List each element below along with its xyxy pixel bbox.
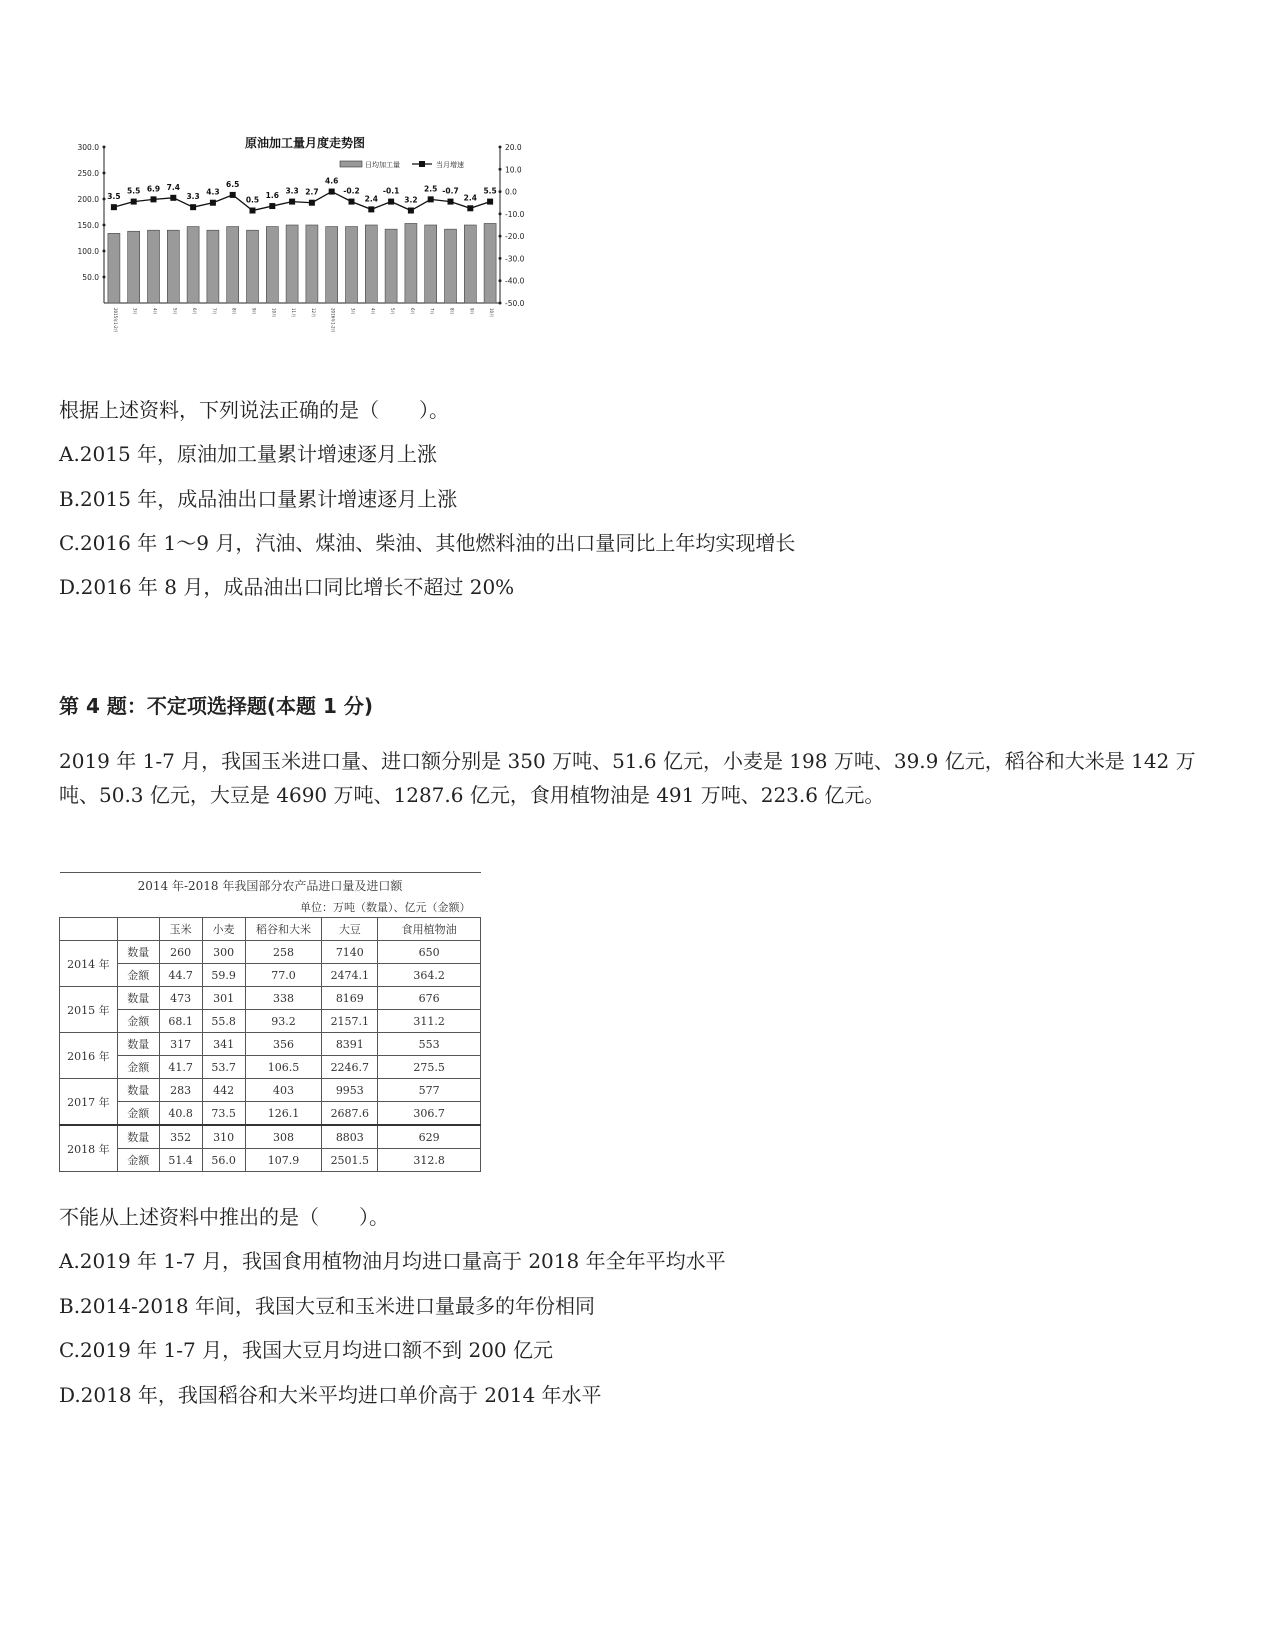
growth-point — [309, 200, 315, 206]
growth-point — [448, 199, 454, 205]
table-cell: 283 — [159, 1079, 202, 1102]
right-tick-mark — [499, 212, 502, 215]
growth-point — [368, 206, 374, 212]
table-header-blank — [117, 918, 159, 941]
x-tick-label: 5月 — [172, 308, 178, 315]
question4-option-c[interactable]: C.2019 年 1-7 月，我国大豆月均进口额不到 200 亿元 — [59, 1338, 554, 1362]
table-row — [60, 1056, 481, 1079]
table-row — [60, 941, 481, 964]
data-label: 6.9 — [146, 184, 161, 194]
bar — [227, 227, 239, 303]
data-label: 0.5 — [245, 195, 260, 205]
data-label: 3.2 — [404, 195, 418, 205]
table-cell: 51.4 — [159, 1149, 202, 1172]
table-row-label: 数量 — [117, 1033, 159, 1056]
question4-paragraph: 2019 年 1-7 月，我国玉米进口量、进口额分别是 350 万吨、51.6 亿元，小麦是 198 万吨、39.9 亿元，稻谷和大米是 142 万吨、50.3 亿元，大豆是 4690 万吨、1287.6 亿元，食用植物油是 491 万吨、223.6 亿元。 — [59, 749, 1196, 807]
data-label: 2.5 — [424, 184, 438, 194]
left-tick-label: 50.0 — [82, 273, 99, 282]
bar — [365, 225, 377, 303]
x-tick-label: 12月 — [310, 308, 316, 318]
right-tick-label: 20.0 — [505, 143, 522, 152]
table-year-cell: 2015 年 — [60, 987, 118, 1033]
table-cell: 73.5 — [202, 1102, 245, 1126]
legend-line-marker — [419, 161, 425, 167]
table-cell: 2687.6 — [322, 1102, 378, 1126]
table-cell: 9953 — [322, 1079, 378, 1102]
table-cell: 93.2 — [245, 1010, 322, 1033]
right-tick-mark — [499, 190, 502, 193]
growth-point — [467, 205, 473, 211]
data-label: 2.4 — [463, 193, 477, 203]
x-tick-label: 2015年1-2月 — [112, 308, 118, 333]
table-cell: 301 — [202, 987, 245, 1010]
table-row-label: 金额 — [117, 1056, 159, 1079]
question4-heading: 第 4 题：不定项选择题(本题 1 分) — [59, 694, 373, 718]
table-row — [60, 987, 481, 1010]
right-tick-label: -10.0 — [505, 209, 525, 219]
bar — [445, 229, 457, 303]
table-cell: 553 — [378, 1033, 481, 1056]
growth-point — [250, 208, 256, 214]
left-tick-label: 250.0 — [77, 169, 99, 178]
x-tick-label: 2016年1-2月 — [330, 308, 336, 333]
table-row-label: 金额 — [117, 1149, 159, 1172]
right-tick-label: -20.0 — [505, 232, 525, 242]
growth-point — [289, 199, 295, 205]
growth-point — [487, 199, 493, 205]
left-tick-mark — [103, 250, 106, 253]
growth-point — [269, 203, 275, 209]
bar — [167, 230, 179, 303]
crude-oil-chart — [70, 130, 560, 345]
table-row — [60, 964, 481, 987]
x-tick-label: 11月 — [291, 308, 297, 318]
question4-stem: 不能从上述资料中推出的是（ ）。 — [59, 1205, 389, 1229]
question3-option-d[interactable]: D.2016 年 8 月，成品油出口同比增长不超过 20% — [59, 575, 515, 599]
left-tick-label: 150.0 — [77, 221, 99, 230]
right-tick-label: 0.0 — [505, 187, 517, 197]
table-cell: 56.0 — [202, 1149, 245, 1172]
question4-option-d[interactable]: D.2018 年，我国稻谷和大米平均进口单价高于 2014 年水平 — [59, 1383, 602, 1407]
table-row-label: 金额 — [117, 1010, 159, 1033]
table-cell: 260 — [159, 941, 202, 964]
table-row — [60, 1010, 481, 1033]
question4-option-b[interactable]: B.2014-2018 年间，我国大豆和玉米进口量最多的年份相同 — [59, 1294, 595, 1318]
left-tick-mark — [103, 172, 106, 175]
table-cell: 68.1 — [159, 1010, 202, 1033]
x-tick-label: 3月 — [350, 308, 356, 315]
bar — [247, 230, 259, 303]
x-tick-label: 7月 — [211, 308, 217, 315]
question3-option-b[interactable]: B.2015 年，成品油出口量累计增速逐月上涨 — [59, 487, 458, 511]
right-tick-mark — [499, 235, 502, 238]
table-cell: 310 — [202, 1125, 245, 1149]
x-tick-label: 7月 — [429, 308, 435, 315]
table-cell: 317 — [159, 1033, 202, 1056]
bar — [405, 223, 417, 303]
chart-legend — [340, 160, 464, 169]
growth-point — [349, 199, 355, 205]
table-cell: 59.9 — [202, 964, 245, 987]
table-cell: 126.1 — [245, 1102, 322, 1126]
table-row — [60, 1033, 481, 1056]
table-cell: 53.7 — [202, 1056, 245, 1079]
growth-point — [230, 192, 236, 198]
x-tick-label: 10月 — [271, 308, 277, 318]
bar — [207, 230, 219, 303]
table-header-cell: 食用植物油 — [378, 918, 481, 941]
question3-stem: 根据上述资料，下列说法正确的是（ ）。 — [59, 398, 449, 422]
x-tick-label: 9月 — [251, 308, 257, 315]
right-tick-label: -40.0 — [505, 276, 525, 286]
growth-point — [131, 199, 137, 205]
x-tick-label: 8月 — [231, 308, 237, 315]
x-tick-label: 4月 — [370, 308, 376, 315]
table-cell: 8169 — [322, 987, 378, 1010]
table-row-label: 金额 — [117, 1102, 159, 1126]
table-row-label: 数量 — [117, 1125, 159, 1149]
bar — [266, 227, 278, 303]
x-tick-label: 10月 — [489, 308, 495, 318]
growth-point — [329, 189, 335, 195]
table-unit: 单位：万吨（数量）、亿元（金额） — [300, 901, 471, 914]
table-cell: 2246.7 — [322, 1056, 378, 1079]
table-cell: 629 — [378, 1125, 481, 1149]
growth-point — [170, 195, 176, 201]
table-year-cell: 2016 年 — [60, 1033, 118, 1079]
data-label: -0.1 — [382, 186, 400, 196]
table-cell: 275.5 — [378, 1056, 481, 1079]
x-tick-label: 6月 — [409, 308, 415, 315]
table-header-blank — [60, 918, 118, 941]
table-cell: 55.8 — [202, 1010, 245, 1033]
bar — [385, 229, 397, 303]
legend-bar-swatch — [340, 161, 362, 167]
bar — [306, 225, 318, 303]
growth-point — [151, 196, 157, 202]
table-row — [60, 1125, 481, 1149]
right-tick-mark — [499, 279, 502, 282]
table-header-cell: 小麦 — [202, 918, 245, 941]
table-year-cell: 2017 年 — [60, 1079, 118, 1126]
chart-plot — [78, 143, 525, 333]
table-cell: 352 — [159, 1125, 202, 1149]
data-label: 2.4 — [364, 194, 378, 204]
table-header-cell: 玉米 — [159, 918, 202, 941]
table-cell: 258 — [245, 941, 322, 964]
data-label: 4.3 — [206, 187, 220, 197]
table-row — [60, 1079, 481, 1102]
data-label: 5.5 — [127, 186, 141, 196]
bar — [187, 227, 199, 303]
right-tick-label: -30.0 — [505, 254, 525, 264]
bar — [108, 233, 120, 303]
table-cell: 308 — [245, 1125, 322, 1149]
x-tick-label: 8月 — [449, 308, 455, 315]
growth-point — [408, 208, 414, 214]
table-cell: 311.2 — [378, 1010, 481, 1033]
growth-point — [428, 196, 434, 202]
table-row-label: 数量 — [117, 987, 159, 1010]
table-cell: 403 — [245, 1079, 322, 1102]
legend-line-label: 当月增速 — [436, 161, 464, 169]
table-header-row — [60, 918, 481, 941]
bar — [148, 230, 160, 303]
table-cell: 341 — [202, 1033, 245, 1056]
table-cell: 300 — [202, 941, 245, 964]
bar — [286, 225, 298, 303]
bar — [464, 225, 476, 303]
right-tick-mark — [499, 302, 502, 305]
table-cell: 106.5 — [245, 1056, 322, 1079]
bar — [326, 227, 338, 303]
right-tick-mark — [499, 257, 502, 260]
x-tick-label: 6月 — [192, 308, 198, 315]
table-cell: 8803 — [322, 1125, 378, 1149]
question4-option-a[interactable]: A.2019 年 1-7 月，我国食用植物油月均进口量高于 2018 年全年平均水平 — [59, 1249, 726, 1273]
table-cell: 40.8 — [159, 1102, 202, 1126]
data-label: 6.5 — [226, 179, 240, 189]
data-label: 2.7 — [305, 187, 319, 197]
table-cell: 577 — [378, 1079, 481, 1102]
left-tick-label: 200.0 — [77, 195, 99, 204]
table-title: 2014 年-2018 年我国部分农产品进口量及进口额 — [60, 873, 481, 898]
table-cell: 77.0 — [245, 964, 322, 987]
table-cell: 676 — [378, 987, 481, 1010]
table-cell: 338 — [245, 987, 322, 1010]
growth-point — [190, 204, 196, 210]
data-label: -0.2 — [343, 186, 360, 196]
left-tick-mark — [103, 224, 106, 227]
table-cell: 473 — [159, 987, 202, 1010]
data-label: 3.5 — [107, 192, 121, 202]
right-tick-label: -50.0 — [505, 299, 525, 308]
table-cell: 356 — [245, 1033, 322, 1056]
left-tick-label: 300.0 — [77, 143, 99, 152]
table-year-cell: 2018 年 — [60, 1125, 118, 1172]
data-label: 3.3 — [285, 186, 299, 196]
table-row — [60, 1149, 481, 1172]
left-tick-mark — [103, 276, 106, 279]
table-cell: 312.8 — [378, 1149, 481, 1172]
table-cell: 364.2 — [378, 964, 481, 987]
growth-point — [111, 204, 117, 210]
data-label: 1.6 — [265, 191, 279, 201]
right-tick-mark — [499, 146, 502, 149]
table-header-cell: 稻谷和大米 — [245, 918, 322, 941]
x-tick-label: 4月 — [152, 308, 158, 315]
left-tick-mark — [103, 198, 106, 201]
growth-point — [388, 199, 394, 205]
bar — [484, 223, 496, 303]
table-row — [60, 1102, 481, 1126]
table-row-label: 金额 — [117, 964, 159, 987]
table-cell: 2501.5 — [322, 1149, 378, 1172]
table-cell: 7140 — [322, 941, 378, 964]
table-cell: 306.7 — [378, 1102, 481, 1126]
table-row-label: 数量 — [117, 1079, 159, 1102]
table-cell: 2157.1 — [322, 1010, 378, 1033]
right-tick-label: 10.0 — [505, 165, 522, 175]
bar — [425, 225, 437, 303]
data-label: 5.5 — [483, 186, 497, 196]
question3-option-a[interactable]: A.2015 年，原油加工量累计增速逐月上涨 — [59, 442, 438, 466]
x-tick-label: 3月 — [132, 308, 138, 315]
table-cell: 41.7 — [159, 1056, 202, 1079]
table-cell: 2474.1 — [322, 964, 378, 987]
right-tick-mark — [499, 168, 502, 171]
bar — [128, 231, 140, 303]
chart-title: 原油加工量月度走势图 — [244, 136, 366, 150]
table-year-cell: 2014 年 — [60, 941, 118, 987]
question3-option-c[interactable]: C.2016 年 1～9 月，汽油、煤油、柴油、其他燃料油的出口量同比上年均实现增长 — [59, 531, 796, 555]
left-tick-mark — [103, 146, 106, 149]
table-row-label: 数量 — [117, 941, 159, 964]
growth-point — [210, 200, 216, 206]
data-label: 3.3 — [186, 192, 200, 202]
table-cell: 650 — [378, 941, 481, 964]
table-cell: 107.9 — [245, 1149, 322, 1172]
table-cell: 8391 — [322, 1033, 378, 1056]
data-label: -0.7 — [442, 186, 459, 196]
table-cell: 442 — [202, 1079, 245, 1102]
bar — [346, 227, 358, 303]
import-table — [59, 872, 481, 1172]
x-tick-label: 9月 — [469, 308, 475, 315]
data-label: 4.6 — [325, 176, 339, 186]
data-label: 7.4 — [166, 182, 180, 192]
left-tick-label: 100.0 — [77, 247, 99, 256]
table-cell: 44.7 — [159, 964, 202, 987]
legend-bar-label: 日均加工量 — [365, 161, 400, 169]
x-tick-label: 5月 — [390, 308, 396, 315]
table-header-cell: 大豆 — [322, 918, 378, 941]
